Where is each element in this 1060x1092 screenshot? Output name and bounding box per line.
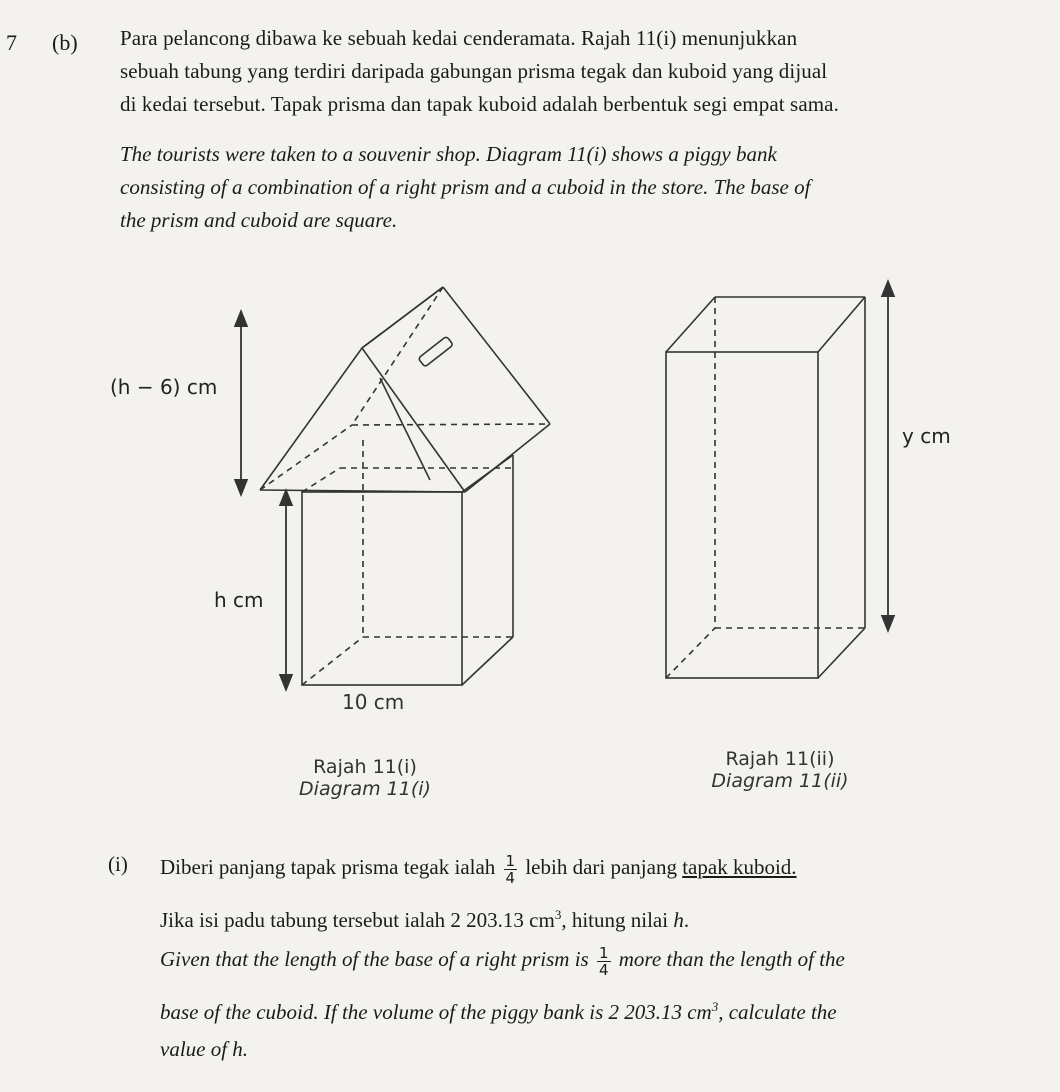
caption-malay: Rajah 11(ii): [725, 748, 835, 770]
caption-diagram1: [235, 756, 495, 800]
fraction-denominator: 4: [598, 960, 609, 979]
caption-malay: Rajah 11(i): [313, 756, 417, 778]
question-number: 7: [6, 30, 17, 55]
malay-line: Para pelancong dibawa ke sebuah kedai cenderamata. Rajah 11(i) menunjukkan: [120, 26, 798, 50]
text-span: .: [683, 908, 690, 932]
text-span: base of the cuboid. If the volume of the piggy bank is 2 203.13 cm: [160, 1000, 712, 1024]
text-span: more than the length of the: [618, 947, 845, 971]
subquestion-malay-line1: [160, 848, 1040, 886]
caption-english: Diagram 11(ii): [711, 770, 849, 792]
subquestion-malay-line2: [160, 896, 1040, 939]
subquestion-number: (i): [108, 852, 128, 876]
prism-shape: [260, 287, 550, 492]
fraction: [597, 945, 611, 978]
fraction-numerator: 1: [598, 943, 609, 962]
subquestion-english-line1: [160, 940, 1040, 978]
subquestion-english-line2: [160, 988, 1040, 1031]
cuboid-shape: [302, 440, 513, 685]
text-span: Diberi panjang tapak prisma tegak ialah: [160, 855, 496, 879]
label-tall-height: y cm: [902, 424, 951, 448]
text-span: , calculate the: [718, 1000, 837, 1024]
english-line: The tourists were taken to a souvenir shop. Diagram 11(i) shows a piggy bank: [120, 142, 777, 166]
superscript: 3: [554, 907, 562, 922]
fraction-numerator: 1: [505, 851, 516, 870]
malay-line: di kedai tersebut. Tapak prisma dan tapak kuboid adalah berbentuk segi empat sama.: [120, 92, 839, 116]
caption-diagram2: [650, 748, 910, 792]
tall-cuboid-shape: [666, 297, 865, 678]
label-base-length: 10 cm: [342, 690, 405, 714]
english-line: consisting of a combination of a right prism and a cuboid in the store. The base of: [120, 175, 811, 199]
superscript: 3: [711, 999, 719, 1014]
fraction-denominator: 4: [505, 868, 516, 887]
subquestion-english-line3: value of h.: [160, 1037, 249, 1061]
fraction: [504, 853, 518, 886]
english-line: the prism and cuboid are square.: [120, 208, 398, 232]
caption-english: Diagram 11(i): [299, 778, 431, 800]
text-span: , hitung nilai: [561, 908, 674, 932]
text-span: Jika isi padu tabung tersebut ialah 2 203.13 cm: [160, 908, 555, 932]
text-span-underlined: tapak kuboid.: [682, 855, 797, 879]
label-prism-height: (h − 6) cm: [110, 375, 218, 399]
text-span: Given that the length of the base of a right prism is: [160, 947, 589, 971]
variable-h: h: [673, 908, 684, 932]
malay-line: sebuah tabung yang terdiri daripada gabungan prisma tegak dan kuboid yang dijual: [120, 59, 828, 83]
question-part: (b): [52, 30, 78, 55]
text-span: lebih dari panjang: [525, 855, 683, 879]
label-cuboid-height: h cm: [214, 588, 264, 612]
